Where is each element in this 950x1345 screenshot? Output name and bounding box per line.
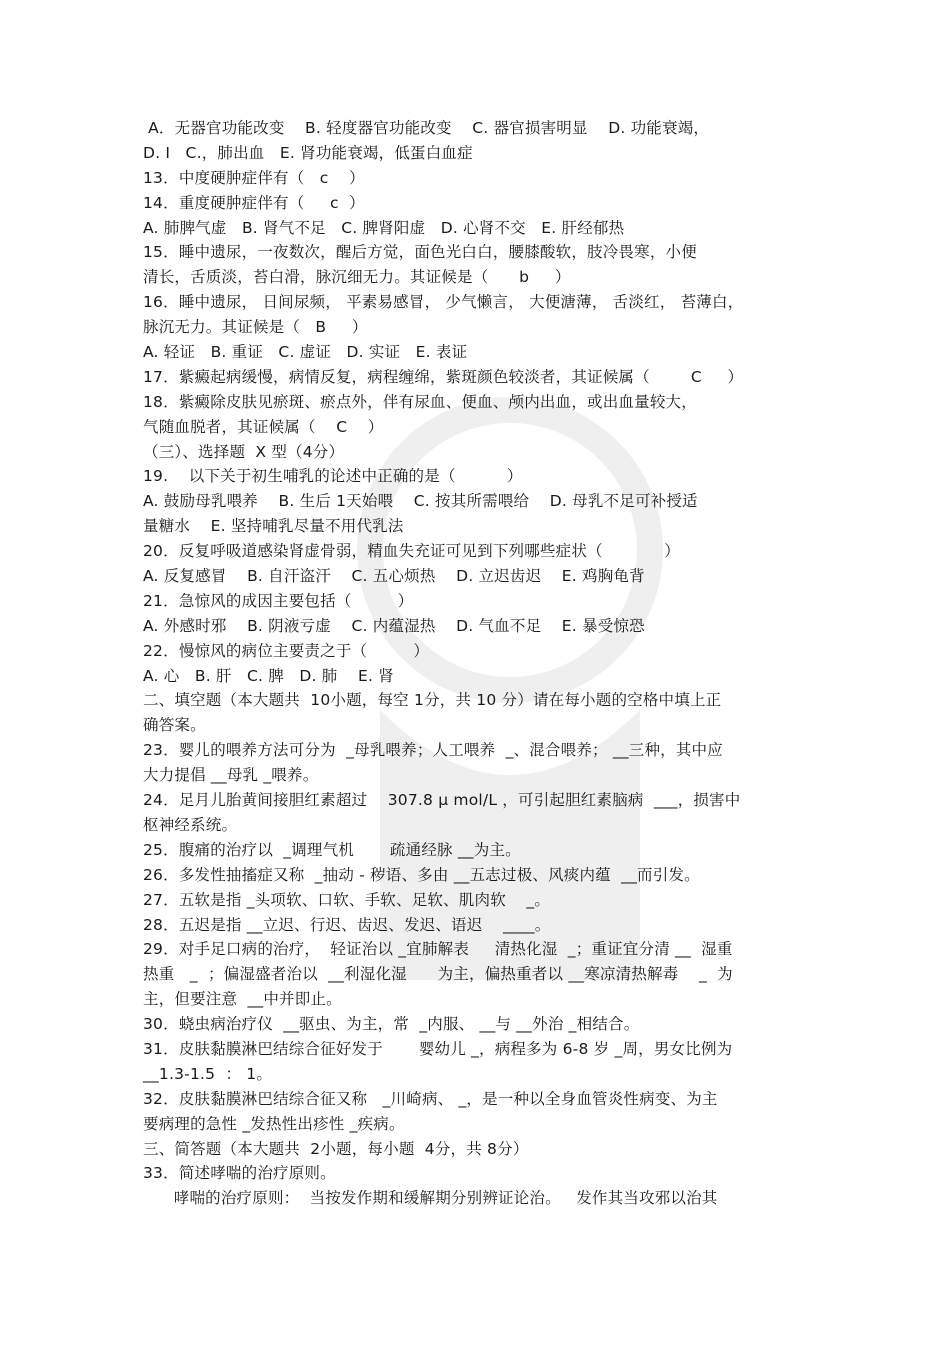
question-20: 20．反复呼吸道感染肾虚骨弱，精血失充证可见到下列哪些症状（ ） <box>143 542 680 561</box>
text-line: A．无器官功能改变 B. 轻度器官功能改变 C. 器官损害明显 D. 功能衰竭， <box>143 119 710 137</box>
question-14: 14．重度硬肿症伴有（ c ） <box>143 193 365 212</box>
text-line: 枢神经系统。 <box>143 815 238 834</box>
text-line: 确答案。 <box>143 716 206 735</box>
question-21: 21．急惊风的成因主要包括（ ） <box>143 591 414 610</box>
question-29: 29．对手足口病的治疗， 轻证治以 _宜肺解表 清热化湿 _；重证宜分清 __ 湿重 <box>143 940 733 959</box>
options-line: A. 心 B. 肝 C. 脾 D. 肺 E. 肾 <box>143 666 394 685</box>
question-23: 23．婴儿的喂养方法可分为 _母乳喂养；人工喂养 _、混合喂养； __三种，其中应 <box>143 741 723 760</box>
question-24: 24．足月儿胎黄间接胆红素超过 307.8 μ mol/L ，可引起胆红素脑病 ___，损害中 <box>143 791 741 810</box>
question-17: 17．紫癜起病缓慢，病情反复，病程缠绵，紫斑颜色较淡者，其证候属（ C ） <box>143 367 744 386</box>
text-line: 脉沉无力。其证候是（ B ） <box>143 318 368 337</box>
question-30: 30．蛲虫病治疗仪 __驱虫、为主，常 _内服、 __与 __外治 _相结合。 <box>143 1015 640 1034</box>
section-heading: 三、简答题（本大题共 2小题，每小题 4分，共 8分） <box>143 1139 529 1158</box>
text-line: 主，但要注意 __中并即止。 <box>143 990 342 1009</box>
options-line: A. 轻证 B. 重证 C. 虚证 D. 实证 E. 表证 <box>143 343 468 362</box>
question-15: 15．睡中遗尿，一夜数次，醒后方觉，面色光白白，腰膝酸软，肢冷畏寒，小便 <box>143 243 697 262</box>
question-22: 22．慢惊风的病位主要责之于（ ） <box>143 641 430 660</box>
question-32: 32．皮肤黏膜淋巴结综合征又称 _川崎病、 _，是一种以全身血管炎性病变、为主 <box>143 1089 718 1108</box>
options-line: A. 肺脾气虚 B. 肾气不足 C. 脾肾阳虚 D. 心肾不交 E. 肝经郁热 <box>143 218 625 237</box>
question-33: 33．简述哮喘的治疗原则。 <box>143 1164 336 1183</box>
question-13: 13．中度硬肿症伴有（ c ） <box>143 168 365 187</box>
text-line: 热重 _ ；偏湿盛者治以 __利湿化湿 为主，偏热重者以 __寒凉清热解毒 _ 为 <box>143 965 733 984</box>
section-heading: 二、填空题（本大题共 10小题，每空 1分，共 10 分）请在每小题的空格中填上正 <box>143 691 722 710</box>
text-line: 清长，舌质淡，苔白滑，脉沉细无力。其证候是（ b ） <box>143 268 571 287</box>
text-line: __1.3-1.5 ： 1。 <box>143 1064 273 1083</box>
question-31: 31．皮肤黏膜淋巴结综合征好发于 婴幼儿 _，病程多为 6-8 岁 _周，男女比例为 <box>143 1039 733 1058</box>
options-line: 量糖水 E. 坚持哺乳尽量不用代乳法 <box>143 517 404 536</box>
question-25: 25．腹痛的治疗以 _调理气机 疏通经脉 __为主。 <box>143 840 521 859</box>
question-27: 27．五软是指 _头项软、口软、手软、足软、肌肉软 _。 <box>143 890 551 909</box>
text-line: 大力提倡 __母乳 _喂养。 <box>143 766 319 785</box>
text-line: D. Ⅰ C.，肺出血 E. 肾功能衰竭，低蛋白血症 <box>143 143 473 162</box>
question-16: 16．睡中遗尿， 日间尿频， 平素易感冒， 少气懒言， 大便溏薄， 舌淡红， 苔薄白， <box>143 293 744 312</box>
options-line: A. 外感时邪 B. 阴液亏虚 C. 内蕴湿热 D. 气血不足 E. 暴受惊恐 <box>143 616 645 635</box>
question-18: 18．紫癜除皮肤见瘀斑、瘀点外，伴有尿血、便血、颅内出血，或出血量较大， <box>143 392 697 411</box>
options-line: A. 反复感冒 B. 自汗盗汗 C. 五心烦热 D. 立迟齿迟 E. 鸡胸龟背 <box>143 567 645 586</box>
answer-text: 哮喘的治疗原则： 当按发作期和缓解期分别辨证论治。 发作其当攻邪以治其 <box>143 1189 718 1208</box>
question-26: 26．多发性抽搐症又称 _抽动 - 秽语、多由 __五志过极、风痰内蕴 __而引发。 <box>143 865 700 884</box>
options-line: A. 鼓励母乳喂养 B. 生后 1天始喂 C. 按其所需喂给 D. 母乳不足可补授适 <box>143 492 698 511</box>
question-28: 28．五迟是指 __立迟、行迟、齿迟、发迟、语迟 ____。 <box>143 915 551 934</box>
text-line: 气随血脱者，其证候属（ C ） <box>143 417 384 436</box>
text-line: 要病理的急性 _发热性出疹性 _疾病。 <box>143 1114 405 1133</box>
document-page <box>143 116 823 1211</box>
section-heading: （三）、选择题 X 型（4分） <box>143 442 345 461</box>
question-19: 19. 以下关于初生哺乳的论述中正确的是（ ） <box>143 467 523 486</box>
